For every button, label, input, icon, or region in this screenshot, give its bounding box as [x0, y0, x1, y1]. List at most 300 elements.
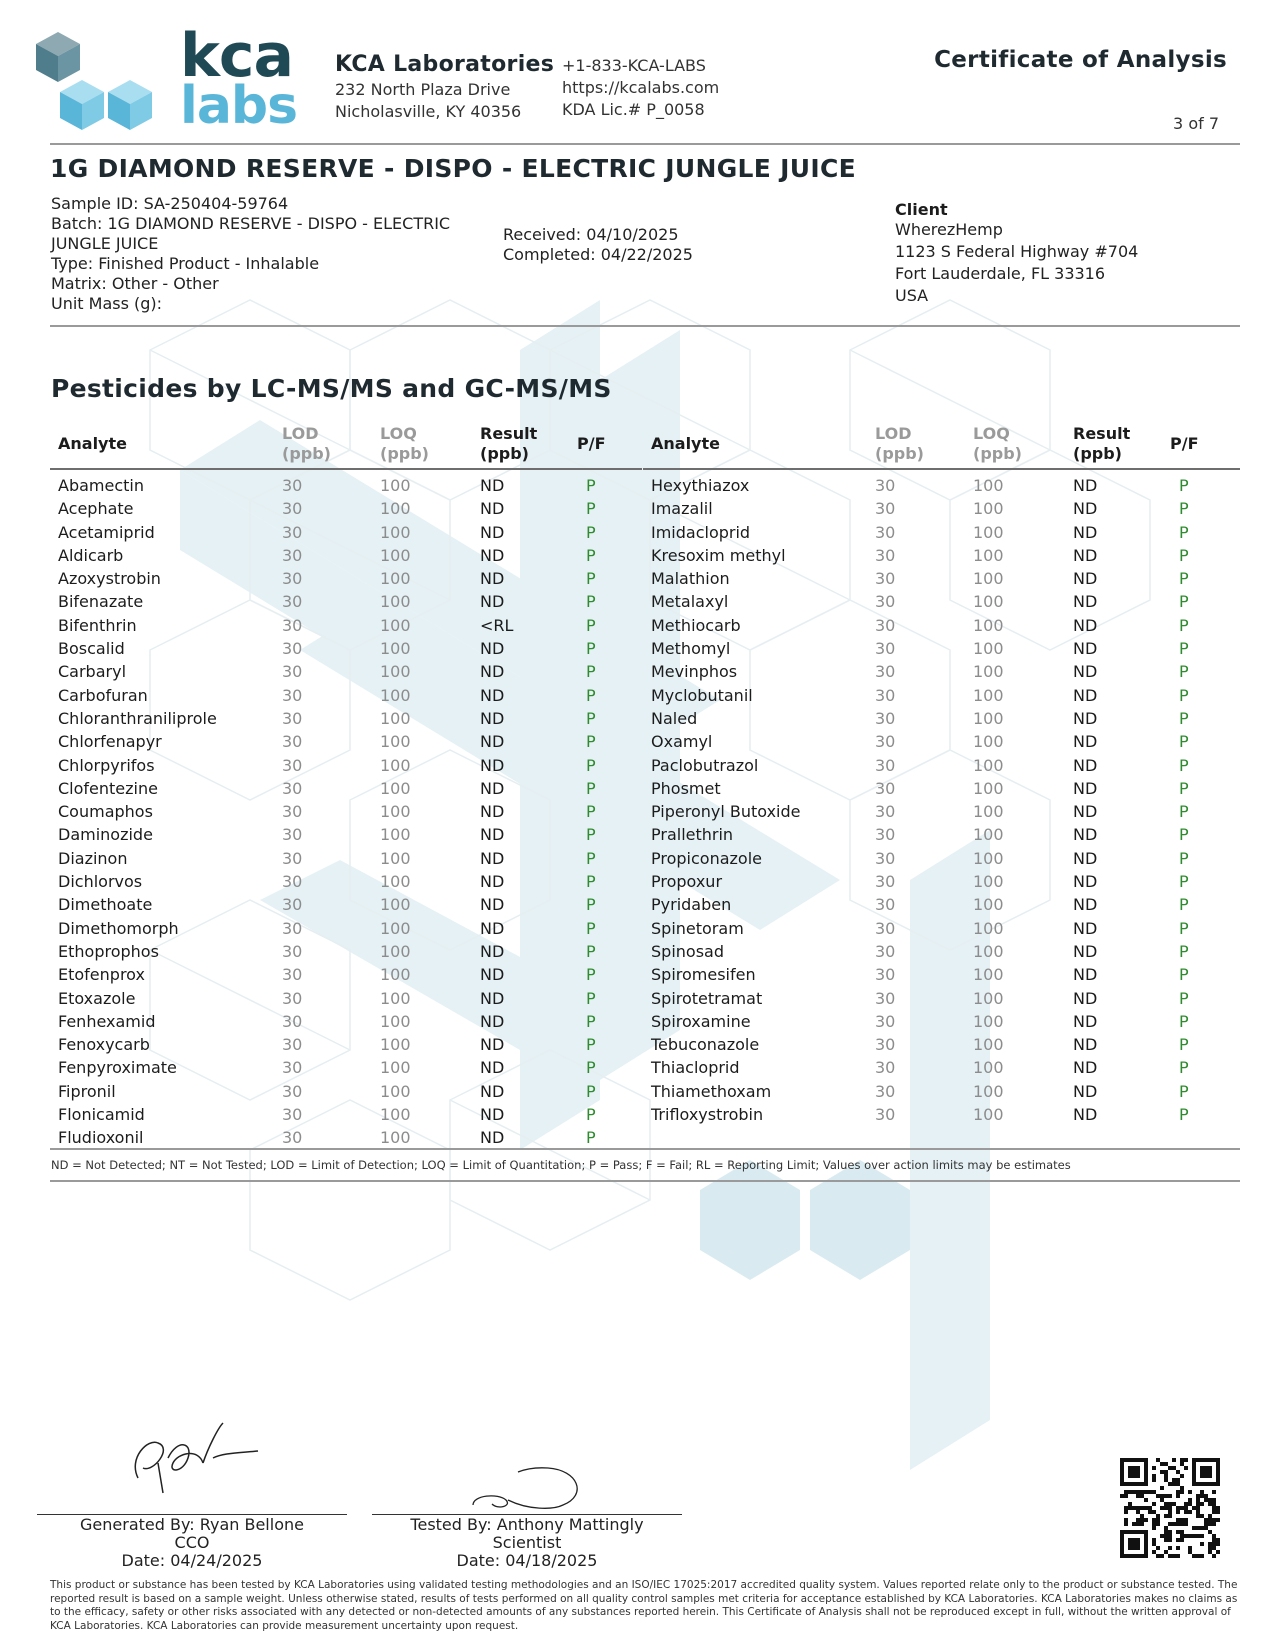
loq-cell: 100 — [973, 988, 1004, 1008]
analyte-cell: Fludioxonil — [58, 1128, 144, 1148]
sample-type: Type: Finished Product - Inhalable — [51, 254, 320, 273]
table-row — [50, 1080, 642, 1103]
result-cell: ND — [480, 965, 505, 985]
analyte-cell: Dichlorvos — [58, 872, 143, 892]
analyte-cell: Fenoxycarb — [58, 1035, 150, 1055]
result-cell: ND — [480, 1058, 505, 1078]
client-country: USA — [895, 286, 929, 305]
loq-cell: 100 — [380, 685, 411, 705]
client-city: Fort Lauderdale, FL 33316 — [895, 264, 1106, 283]
result-cell: ND — [480, 732, 505, 752]
lod-cell: 30 — [282, 965, 303, 985]
qr-code-icon[interactable] — [1120, 1458, 1220, 1558]
table-row — [50, 800, 642, 823]
result-cell: ND — [480, 569, 505, 589]
result-cell: ND — [1073, 1011, 1098, 1031]
result-cell: ND — [480, 848, 505, 868]
result-cell: ND — [1073, 732, 1098, 752]
pass-fail-cell: P — [1179, 778, 1189, 798]
table-row — [643, 1033, 1240, 1056]
lod-cell: 30 — [282, 1035, 303, 1055]
lod-cell: 30 — [282, 522, 303, 542]
loq-cell: 100 — [380, 569, 411, 589]
generated-by-block — [37, 1516, 347, 1570]
table-row — [50, 660, 642, 683]
tested-by: Tested By: Anthony Mattingly — [410, 1515, 644, 1534]
pass-fail-cell: P — [1179, 1105, 1189, 1125]
loq-cell: 100 — [973, 662, 1004, 682]
analyte-cell: Flonicamid — [58, 1105, 145, 1125]
result-cell: ND — [480, 1081, 505, 1101]
lab-name: KCA Laboratories — [335, 52, 555, 77]
pass-fail-cell: P — [1179, 918, 1189, 938]
analyte-cell: Daminozide — [58, 825, 153, 845]
result-cell: ND — [480, 708, 505, 728]
loq-cell: 100 — [380, 941, 411, 961]
result-cell: ND — [1073, 825, 1098, 845]
analyte-cell: Ethoprophos — [58, 941, 159, 961]
lod-cell: 30 — [875, 476, 896, 495]
lod-cell: 30 — [282, 662, 303, 682]
table-row — [50, 893, 642, 916]
lod-cell: 30 — [282, 988, 303, 1008]
result-cell: ND — [1073, 499, 1098, 519]
analyte-cell: Oxamyl — [651, 732, 713, 752]
sample-matrix: Matrix: Other - Other — [51, 274, 219, 293]
result-cell: ND — [1073, 778, 1098, 798]
loq-cell: 100 — [380, 1011, 411, 1031]
lod-cell: 30 — [875, 1105, 896, 1125]
loq-cell: 100 — [380, 1035, 411, 1055]
result-cell: ND — [1073, 1081, 1098, 1101]
lod-cell: 30 — [282, 1128, 303, 1148]
table-row — [50, 544, 642, 567]
table-row — [50, 1056, 642, 1079]
loq-cell: 100 — [973, 685, 1004, 705]
result-cell: ND — [480, 778, 505, 798]
sample-info — [51, 194, 491, 314]
analyte-cell: Thiacloprid — [651, 1058, 740, 1078]
lod-cell: 30 — [875, 1058, 896, 1078]
result-cell: ND — [1073, 895, 1098, 915]
analyte-cell: Diazinon — [58, 848, 128, 868]
pass-fail-cell: P — [586, 1011, 596, 1031]
pass-fail-cell: P — [586, 802, 596, 822]
sample-id: Sample ID: SA-250404-59764 — [51, 194, 289, 213]
lod-cell: 30 — [282, 802, 303, 822]
lod-cell: 30 — [282, 1011, 303, 1031]
pass-fail-cell: P — [1179, 499, 1189, 519]
lod-cell: 30 — [875, 848, 896, 868]
lod-cell: 30 — [282, 1105, 303, 1125]
lod-cell: 30 — [875, 499, 896, 519]
col-result: Result (ppb) — [480, 424, 538, 463]
result-cell: ND — [480, 825, 505, 845]
tested-date: Date: 04/18/2025 — [456, 1551, 598, 1570]
col-pf: P/F — [1170, 434, 1199, 453]
analyte-cell: Fenhexamid — [58, 1011, 156, 1031]
pass-fail-cell: P — [1179, 685, 1189, 705]
lab-license: KDA Lic.# P_0058 — [562, 100, 705, 119]
pass-fail-cell: P — [1179, 965, 1189, 985]
table-row — [643, 474, 1240, 497]
lod-cell: 30 — [282, 685, 303, 705]
analyte-cell: Fipronil — [58, 1081, 116, 1101]
loq-cell: 100 — [380, 895, 411, 915]
result-cell: ND — [1073, 802, 1098, 822]
pass-fail-cell: P — [586, 732, 596, 752]
loq-cell: 100 — [380, 476, 411, 495]
page-number: 3 of 7 — [1173, 114, 1219, 133]
legend-bottom-rule — [50, 1180, 1240, 1182]
table-row — [50, 823, 642, 846]
loq-cell: 100 — [973, 895, 1004, 915]
result-cell: ND — [1073, 1035, 1098, 1055]
table-row — [643, 1010, 1240, 1033]
result-cell: ND — [480, 918, 505, 938]
result-cell: ND — [480, 1105, 505, 1125]
loq-cell: 100 — [973, 755, 1004, 775]
result-cell: ND — [480, 639, 505, 659]
lod-cell: 30 — [875, 802, 896, 822]
result-cell: ND — [480, 499, 505, 519]
analyte-cell: Chlorfenapyr — [58, 732, 162, 752]
pass-fail-cell: P — [586, 615, 596, 635]
lod-cell: 30 — [875, 918, 896, 938]
lod-cell: 30 — [875, 1035, 896, 1055]
loq-cell: 100 — [973, 592, 1004, 612]
analyte-cell: Imazalil — [651, 499, 713, 519]
analyte-cell: Naled — [651, 708, 698, 728]
loq-cell: 100 — [973, 522, 1004, 542]
result-cell: ND — [480, 476, 505, 495]
pass-fail-cell: P — [586, 1105, 596, 1125]
lod-cell: 30 — [282, 848, 303, 868]
pass-fail-cell: P — [1179, 615, 1189, 635]
analyte-cell: Spinosad — [651, 941, 724, 961]
pass-fail-cell: P — [1179, 895, 1189, 915]
result-cell: ND — [480, 592, 505, 612]
result-cell: ND — [1073, 965, 1098, 985]
loq-cell: 100 — [380, 732, 411, 752]
analyte-cell: Chlorpyrifos — [58, 755, 155, 775]
lod-cell: 30 — [875, 708, 896, 728]
col-loq: LOQ (ppb) — [973, 424, 1022, 463]
loq-cell: 100 — [380, 755, 411, 775]
loq-cell: 100 — [973, 1058, 1004, 1078]
pass-fail-cell: P — [586, 1128, 596, 1148]
table-row — [643, 777, 1240, 800]
pass-fail-cell: P — [586, 592, 596, 612]
result-cell: ND — [1073, 1058, 1098, 1078]
table-row — [50, 614, 642, 637]
lod-cell: 30 — [282, 639, 303, 659]
table-row — [643, 800, 1240, 823]
pass-fail-cell: P — [1179, 732, 1189, 752]
batch-line2: JUNGLE JUICE — [51, 234, 159, 253]
analyte-cell: Coumaphos — [58, 802, 153, 822]
result-cell: ND — [1073, 988, 1098, 1008]
pass-fail-cell: P — [1179, 569, 1189, 589]
loq-cell: 100 — [380, 1081, 411, 1101]
table-row — [50, 684, 642, 707]
analyte-cell: Bifenthrin — [58, 615, 137, 635]
lod-cell: 30 — [875, 895, 896, 915]
pass-fail-cell: P — [586, 918, 596, 938]
analyte-cell: Myclobutanil — [651, 685, 753, 705]
lod-cell: 30 — [282, 1081, 303, 1101]
loq-cell: 100 — [380, 965, 411, 985]
table-row — [643, 637, 1240, 660]
col-result: Result (ppb) — [1073, 424, 1131, 463]
result-cell: ND — [1073, 918, 1098, 938]
pass-fail-cell: P — [1179, 545, 1189, 565]
table-row — [50, 940, 642, 963]
table-row — [50, 1010, 642, 1033]
table-row — [643, 707, 1240, 730]
analyte-cell: Spinetoram — [651, 918, 744, 938]
result-cell: ND — [1073, 755, 1098, 775]
pass-fail-cell: P — [1179, 848, 1189, 868]
loq-cell: 100 — [973, 918, 1004, 938]
result-cell: ND — [480, 522, 505, 542]
analyte-cell: Chloranthraniliprole — [58, 708, 217, 728]
loq-cell: 100 — [973, 1105, 1004, 1125]
col-pf: P/F — [577, 434, 606, 453]
loq-cell: 100 — [380, 872, 411, 892]
unit-mass: Unit Mass (g): — [51, 294, 163, 313]
result-cell: ND — [1073, 545, 1098, 565]
table-row — [50, 1033, 642, 1056]
result-cell: ND — [1073, 872, 1098, 892]
pass-fail-cell: P — [1179, 639, 1189, 659]
header-divider — [50, 143, 1240, 145]
result-cell: ND — [1073, 685, 1098, 705]
analyte-cell: Azoxystrobin — [58, 569, 161, 589]
pass-fail-cell: P — [1179, 1011, 1189, 1031]
result-cell: ND — [480, 685, 505, 705]
lod-cell: 30 — [282, 545, 303, 565]
result-cell: ND — [1073, 639, 1098, 659]
table-row — [643, 1056, 1240, 1079]
pass-fail-cell: P — [586, 476, 596, 495]
lod-cell: 30 — [875, 1081, 896, 1101]
table-row — [50, 474, 642, 497]
table-row — [643, 917, 1240, 940]
result-cell: ND — [1073, 848, 1098, 868]
analyte-cell: Spirotetramat — [651, 988, 763, 1008]
table-row — [50, 754, 642, 777]
analyte-cell: Phosmet — [651, 778, 721, 798]
pass-fail-cell: P — [586, 545, 596, 565]
result-cell: ND — [480, 662, 505, 682]
analyte-cell: Methomyl — [651, 639, 731, 659]
generated-date: Date: 04/24/2025 — [121, 1551, 263, 1570]
table-row — [643, 590, 1240, 613]
lod-cell: 30 — [282, 941, 303, 961]
lod-cell: 30 — [875, 965, 896, 985]
col-analyte: Analyte — [651, 434, 720, 453]
result-cell: ND — [480, 755, 505, 775]
lod-cell: 30 — [875, 545, 896, 565]
analyte-cell: Piperonyl Butoxide — [651, 802, 801, 822]
lod-cell: 30 — [282, 476, 303, 495]
result-cell: ND — [480, 941, 505, 961]
result-cell: ND — [1073, 522, 1098, 542]
pass-fail-cell: P — [1179, 941, 1189, 961]
pass-fail-cell: P — [586, 662, 596, 682]
analyte-cell: Acephate — [58, 499, 134, 519]
client-street: 1123 S Federal Highway #704 — [895, 242, 1139, 261]
loq-cell: 100 — [380, 1058, 411, 1078]
table-row — [643, 1103, 1240, 1126]
analyte-cell: Spiroxamine — [651, 1011, 751, 1031]
col-loq: LOQ (ppb) — [380, 424, 429, 463]
lod-cell: 30 — [282, 592, 303, 612]
lod-cell: 30 — [875, 639, 896, 659]
table-row — [50, 777, 642, 800]
result-cell: ND — [1073, 569, 1098, 589]
table-row — [643, 567, 1240, 590]
lod-cell: 30 — [282, 895, 303, 915]
lab-address-line1: 232 North Plaza Drive — [335, 80, 511, 99]
lod-cell: 30 — [875, 778, 896, 798]
product-title: 1G DIAMOND RESERVE - DISPO - ELECTRIC JUNGLE JUICE — [50, 154, 856, 183]
generated-role: CCO — [174, 1533, 210, 1552]
loq-cell: 100 — [380, 545, 411, 565]
analyte-cell: Dimethoate — [58, 895, 153, 915]
loq-cell: 100 — [973, 499, 1004, 519]
pass-fail-cell: P — [1179, 476, 1189, 495]
result-cell: ND — [1073, 662, 1098, 682]
generated-by: Generated By: Ryan Bellone — [80, 1515, 304, 1534]
pass-fail-cell: P — [1179, 522, 1189, 542]
result-cell: ND — [1073, 708, 1098, 728]
col-analyte: Analyte — [58, 434, 127, 453]
pass-fail-cell: P — [586, 569, 596, 589]
client-block — [895, 200, 1138, 307]
result-cell: ND — [480, 895, 505, 915]
table-row — [50, 917, 642, 940]
loq-cell: 100 — [380, 848, 411, 868]
loq-cell: 100 — [380, 825, 411, 845]
lab-website[interactable]: https://kcalabs.com — [562, 78, 720, 97]
table-row — [643, 963, 1240, 986]
analyte-cell: Aldicarb — [58, 545, 124, 565]
analyte-cell: Prallethrin — [651, 825, 734, 845]
loq-cell: 100 — [973, 1035, 1004, 1055]
loq-cell: 100 — [380, 615, 411, 635]
lod-cell: 30 — [282, 569, 303, 589]
lod-cell: 30 — [282, 499, 303, 519]
pass-fail-cell: P — [1179, 802, 1189, 822]
section-title: Pesticides by LC-MS/MS and GC-MS/MS — [51, 374, 612, 403]
lod-cell: 30 — [282, 918, 303, 938]
table-row — [50, 987, 642, 1010]
loq-cell: 100 — [973, 848, 1004, 868]
analyte-cell: Carbofuran — [58, 685, 148, 705]
pass-fail-cell: P — [586, 522, 596, 542]
loq-cell: 100 — [380, 918, 411, 938]
lod-cell: 30 — [282, 872, 303, 892]
analyte-cell: Metalaxyl — [651, 592, 729, 612]
batch-line1: Batch: 1G DIAMOND RESERVE - DISPO - ELECTRIC — [51, 214, 451, 233]
analyte-cell: Methiocarb — [651, 615, 741, 635]
table-row — [643, 987, 1240, 1010]
analyte-cell: Abamectin — [58, 476, 144, 495]
analyte-cell: Propiconazole — [651, 848, 762, 868]
completed-date: Completed: 04/22/2025 — [503, 245, 693, 264]
lod-cell: 30 — [875, 569, 896, 589]
table-row — [50, 1103, 642, 1126]
analyte-cell: Etofenprox — [58, 965, 145, 985]
analyte-cell: Propoxur — [651, 872, 723, 892]
analyte-cell: Clofentezine — [58, 778, 158, 798]
loq-cell: 100 — [380, 1105, 411, 1125]
table-row — [643, 544, 1240, 567]
lod-cell: 30 — [282, 1058, 303, 1078]
pass-fail-cell: P — [586, 778, 596, 798]
table-bottom-rule — [50, 1148, 1240, 1150]
table-row — [50, 730, 642, 753]
table-row — [643, 940, 1240, 963]
analyte-cell: Fenpyroximate — [58, 1058, 177, 1078]
table-row — [50, 567, 642, 590]
col-lod: LOD (ppb) — [875, 424, 924, 463]
loq-cell: 100 — [380, 499, 411, 519]
result-cell: ND — [480, 872, 505, 892]
sample-dates — [503, 225, 693, 265]
loq-cell: 100 — [380, 778, 411, 798]
table-row — [643, 870, 1240, 893]
table-row — [50, 847, 642, 870]
lod-cell: 30 — [875, 1011, 896, 1031]
table-body — [50, 470, 642, 1150]
result-cell: ND — [1073, 476, 1098, 495]
result-cell: ND — [1073, 1105, 1098, 1125]
pass-fail-cell: P — [586, 1081, 596, 1101]
received-date: Received: 04/10/2025 — [503, 225, 679, 244]
result-cell: ND — [480, 988, 505, 1008]
loq-cell: 100 — [973, 639, 1004, 659]
lod-cell: 30 — [875, 592, 896, 612]
table-row — [50, 521, 642, 544]
lod-cell: 30 — [282, 825, 303, 845]
lab-address-line2: Nicholasville, KY 40356 — [335, 102, 522, 121]
analyte-cell: Etoxazole — [58, 988, 136, 1008]
loq-cell: 100 — [973, 965, 1004, 985]
lod-cell: 30 — [875, 825, 896, 845]
analyte-cell: Boscalid — [58, 639, 125, 659]
lod-cell: 30 — [875, 755, 896, 775]
loq-cell: 100 — [380, 988, 411, 1008]
loq-cell: 100 — [973, 941, 1004, 961]
result-cell: ND — [480, 1128, 505, 1148]
table-row — [643, 497, 1240, 520]
lod-cell: 30 — [282, 755, 303, 775]
lab-phone: +1-833-KCA-LABS — [562, 56, 706, 75]
loq-cell: 100 — [973, 708, 1004, 728]
pass-fail-cell: P — [586, 872, 596, 892]
analyte-cell: Kresoxim methyl — [651, 545, 786, 565]
loq-cell: 100 — [973, 1081, 1004, 1101]
result-cell: ND — [1073, 615, 1098, 635]
pass-fail-cell: P — [1179, 592, 1189, 612]
document-title: Certificate of Analysis — [934, 47, 1227, 73]
analyte-cell: Trifloxystrobin — [651, 1105, 764, 1125]
table-row — [643, 754, 1240, 777]
analyte-cell: Spiromesifen — [651, 965, 756, 985]
